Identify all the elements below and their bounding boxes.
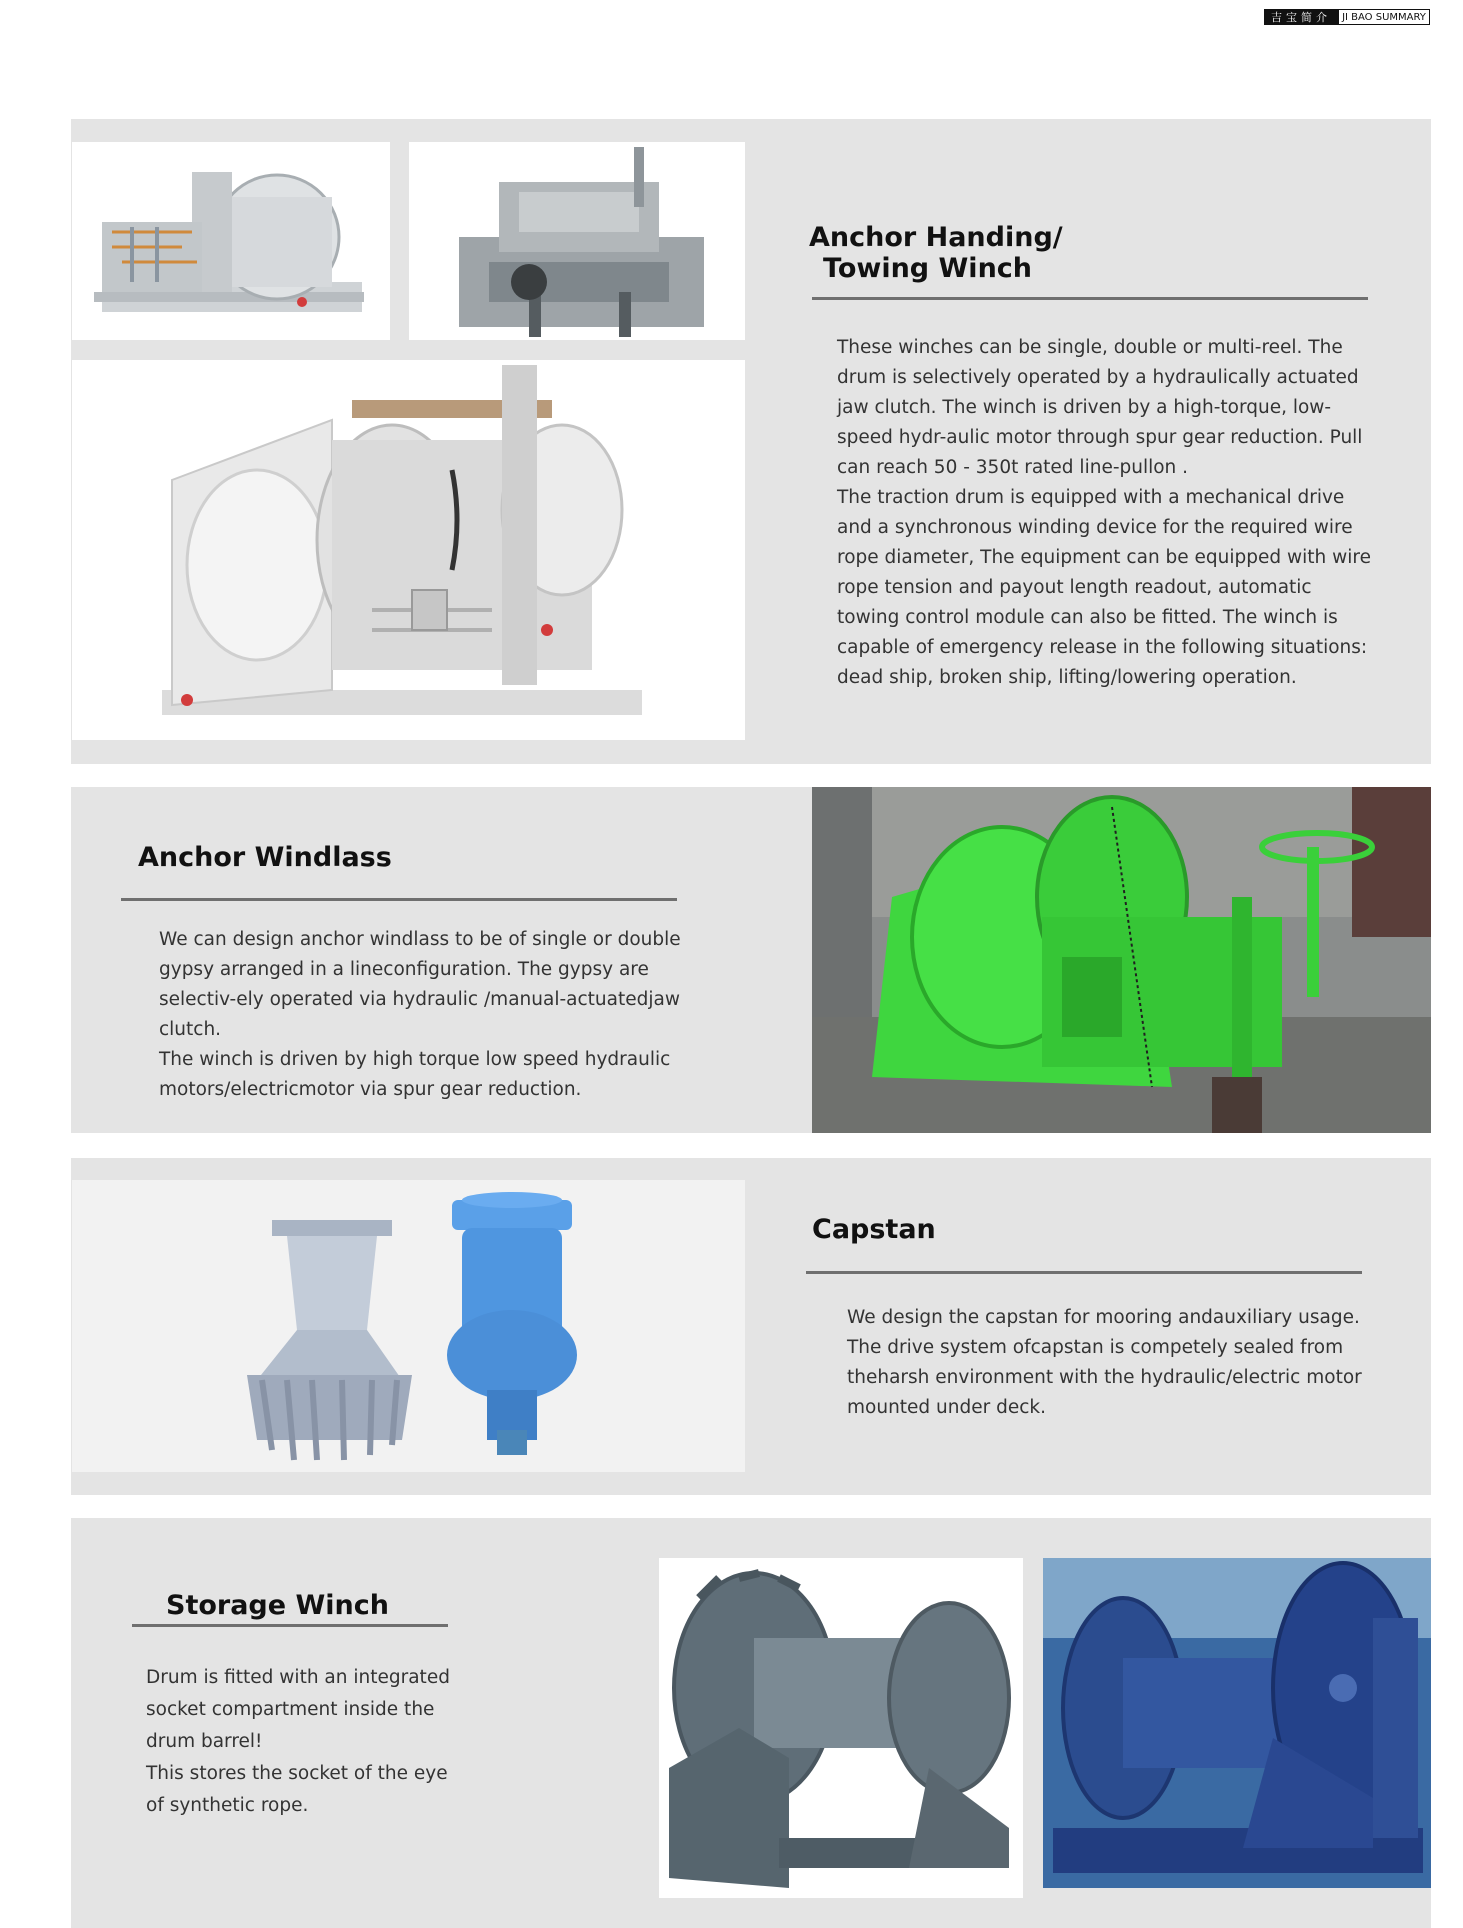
anchor-windlass-rule <box>121 898 677 901</box>
capstan-paragraph-2: The drive system ofcapstan is competely sealed from theharsh environment with the hydraulic/electric motor mounted under deck. <box>847 1337 1362 1418</box>
capstan-paragraph-1: We design the capstan for mooring andauxiliary usage. <box>847 1307 1360 1328</box>
storage-winch-text <box>126 1662 471 1822</box>
storage-winch-title: Storage Winch <box>166 1590 389 1621</box>
towing-winch-rule <box>812 297 1368 300</box>
capstan-photo <box>72 1180 745 1472</box>
header-tag-en: JI BAO SUMMARY <box>1338 9 1430 25</box>
towing-winch-photo-2 <box>409 142 745 340</box>
towing-winch-text <box>801 333 1376 693</box>
anchor-windlass-text <box>123 925 698 1105</box>
towing-winch-title <box>809 222 1063 284</box>
storage-winch-paragraph-2: This stores the socket of the eye of synthetic rope. <box>146 1763 448 1816</box>
storage-winch-photo-1 <box>659 1558 1023 1898</box>
towing-winch-photo-3 <box>72 360 745 740</box>
storage-winch-photo-2 <box>1043 1558 1431 1888</box>
storage-winch-rule <box>132 1624 448 1627</box>
header-tag <box>1264 9 1430 25</box>
anchor-windlass-title: Anchor Windlass <box>138 842 392 873</box>
header-tag-cn: 吉宝简介 <box>1264 9 1338 25</box>
towing-winch-panel <box>71 119 1431 764</box>
storage-winch-panel <box>71 1518 1431 1928</box>
anchor-windlass-paragraph-2: The winch is driven by high torque low speed hydraulic motors/electricmotor via spur gear reduction. <box>159 1049 671 1100</box>
towing-winch-title-line2: Towing Winch <box>823 253 1033 284</box>
capstan-rule <box>806 1271 1362 1274</box>
capstan-text <box>811 1303 1386 1423</box>
anchor-windlass-panel <box>71 787 1431 1133</box>
towing-winch-title-line1: Anchor Handing/ <box>809 222 1063 253</box>
storage-winch-paragraph-1: Drum is fitted with an integrated socket compartment inside the drum barrel! <box>146 1667 450 1752</box>
anchor-windlass-photo <box>812 787 1431 1133</box>
towing-winch-photo-1 <box>72 142 390 340</box>
towing-winch-paragraph-1: These winches can be single, double or multi-reel. The drum is selectively operated by a hydraulically actuated jaw clutch. The winch is driven by a high-torque, low-speed hydr-aulic motor through spur gear reduction. Pull can reach 50 - 350t rated line-pullon . <box>837 337 1363 478</box>
capstan-panel <box>71 1158 1431 1495</box>
anchor-windlass-paragraph-1: We can design anchor windlass to be of single or double gypsy arranged in a lineconfiguration. The gypsy are selectiv-ely operated via hydraulic /manual-actuatedjaw clutch. <box>159 929 681 1040</box>
capstan-title: Capstan <box>812 1214 936 1245</box>
towing-winch-paragraph-2: The traction drum is equipped with a mechanical drive and a synchronous winding device for the required wire rope diameter, The equipment can be equipped with wire rope tension and payout length readout, automatic towing control module can also be fitted. The winch is capable of emergency release in the following situations: dead ship, broken ship, lifting/lowering operation. <box>837 487 1372 688</box>
